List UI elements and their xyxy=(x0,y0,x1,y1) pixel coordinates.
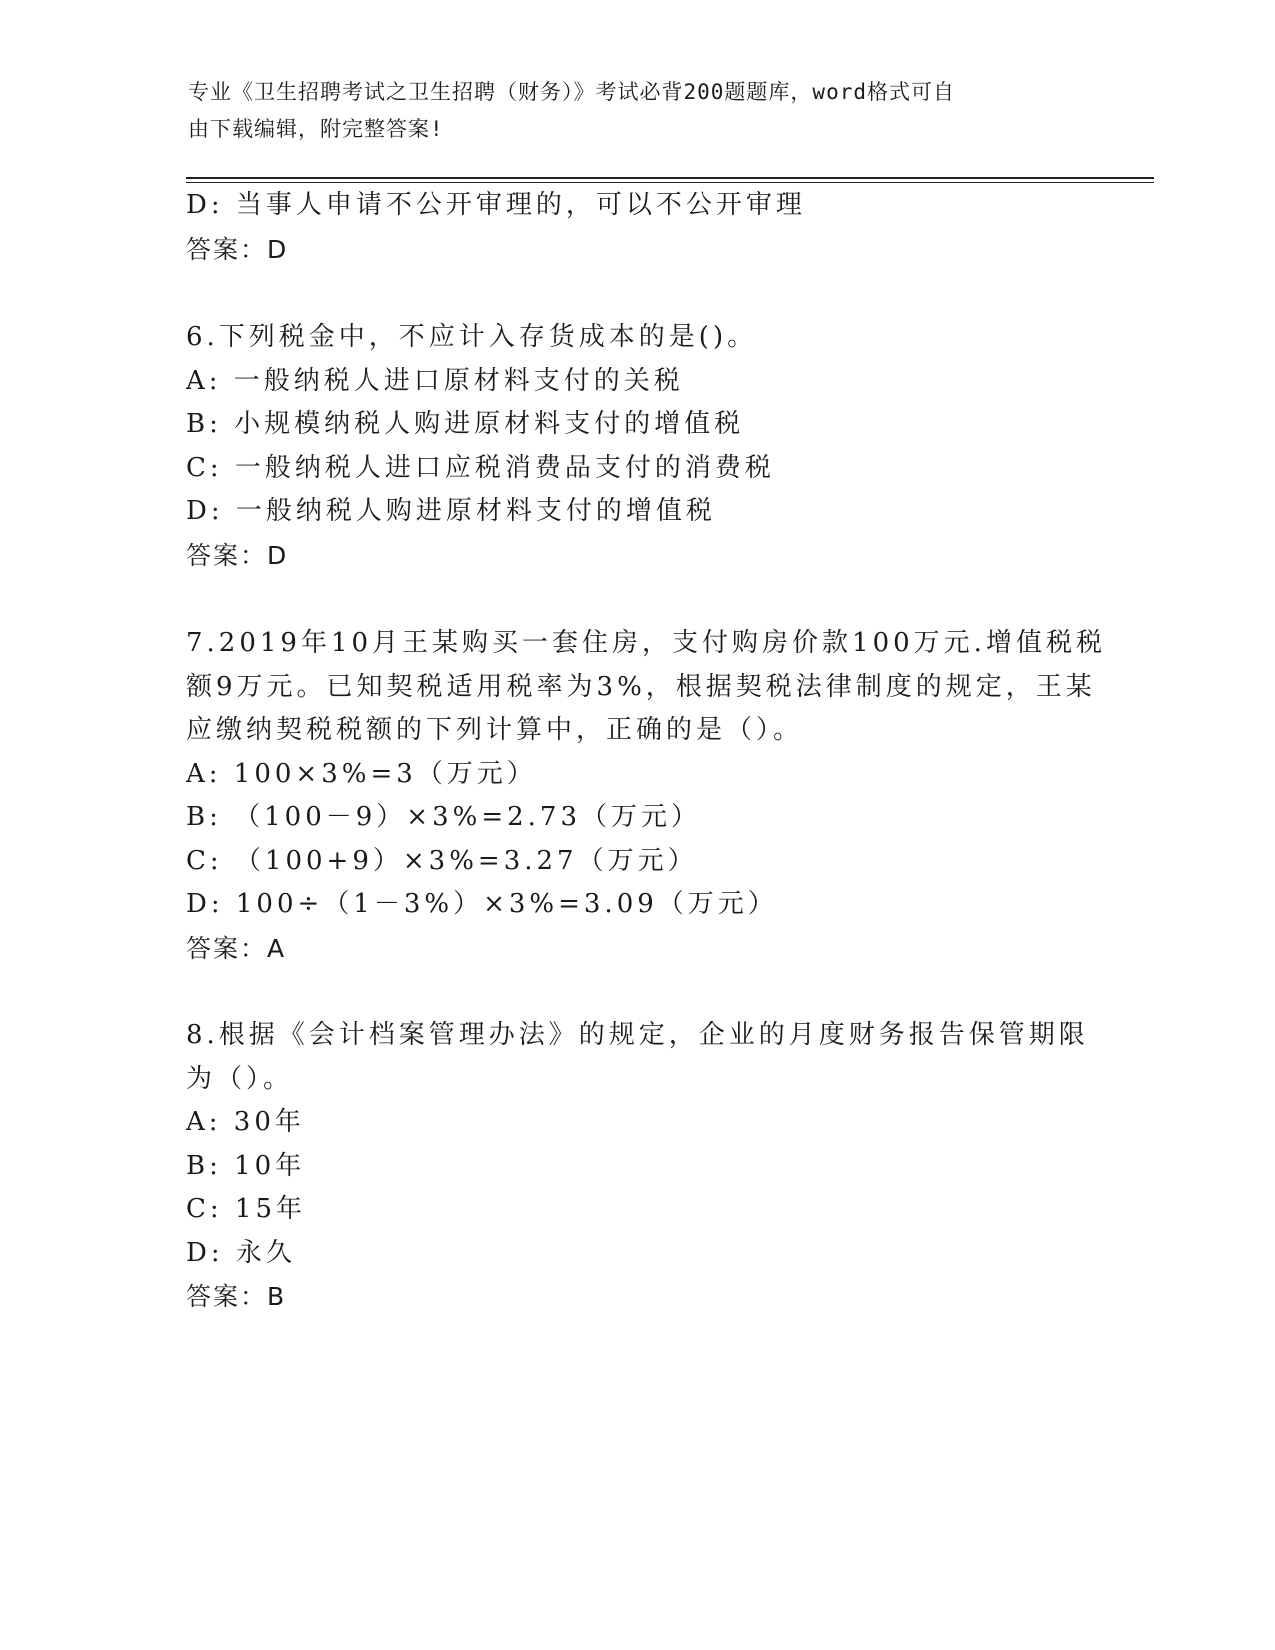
header-line-2: 由下载编辑，附完整答案! xyxy=(188,117,444,141)
q8-option-b: B: 10年 xyxy=(186,1151,306,1181)
q6-stem: 6.下列税金中，不应计入存货成本的是()。 xyxy=(186,322,758,352)
q7-option-d: D: 100÷（1－3%）×3%=3.09（万元） xyxy=(186,889,778,919)
q7-option-b: B: （100－9）×3%=2.73（万元） xyxy=(186,802,702,832)
q6-option-a: A: 一般纳税人进口原材料支付的关税 xyxy=(186,366,684,396)
q6-option-d: D: 一般纳税人购进原材料支付的增值税 xyxy=(186,496,716,526)
q6-option-b: B: 小规模纳税人购进原材料支付的增值税 xyxy=(186,409,745,439)
q7-answer: 答案：A xyxy=(186,934,287,963)
q8-option-c: C: 15年 xyxy=(186,1194,307,1224)
q7-option-a: A: 100×3%=3（万元） xyxy=(186,759,537,789)
header-divider-top xyxy=(186,177,1154,179)
prev-option-d: D: 当事人申请不公开审理的，可以不公开审理 xyxy=(186,190,806,220)
q7-stem-line-2: 额9万元。已知契税适用税率为3%，根据契税法律制度的规定，王某 xyxy=(186,672,1096,702)
q7-stem-line-1: 7.2019年10月王某购买一套住房，支付购房价款100万元.增值税税 xyxy=(186,628,1106,658)
q7-option-c: C: （100+9）×3%=3.27（万元） xyxy=(186,846,698,876)
q8-answer: 答案：B xyxy=(186,1282,287,1311)
q8-stem-line-2: 为（）。 xyxy=(186,1064,294,1094)
prev-answer: 答案：D xyxy=(186,235,289,264)
q8-option-d: D: 永久 xyxy=(186,1238,296,1268)
document-header xyxy=(188,74,1088,148)
q6-answer: 答案：D xyxy=(186,541,289,570)
header-divider-bottom xyxy=(186,182,1154,183)
q6-option-c: C: 一般纳税人进口应税消费品支付的消费税 xyxy=(186,453,775,483)
q8-option-a: A: 30年 xyxy=(186,1107,305,1137)
header-line-1: 专业《卫生招聘考试之卫生招聘（财务）》考试必背200题题库，word格式可自 xyxy=(188,80,955,104)
q8-stem-line-1: 8.根据《会计档案管理办法》的规定，企业的月度财务报告保管期限 xyxy=(186,1020,1089,1050)
q7-stem-line-3: 应缴纳契税税额的下列计算中，正确的是（）。 xyxy=(186,715,804,745)
